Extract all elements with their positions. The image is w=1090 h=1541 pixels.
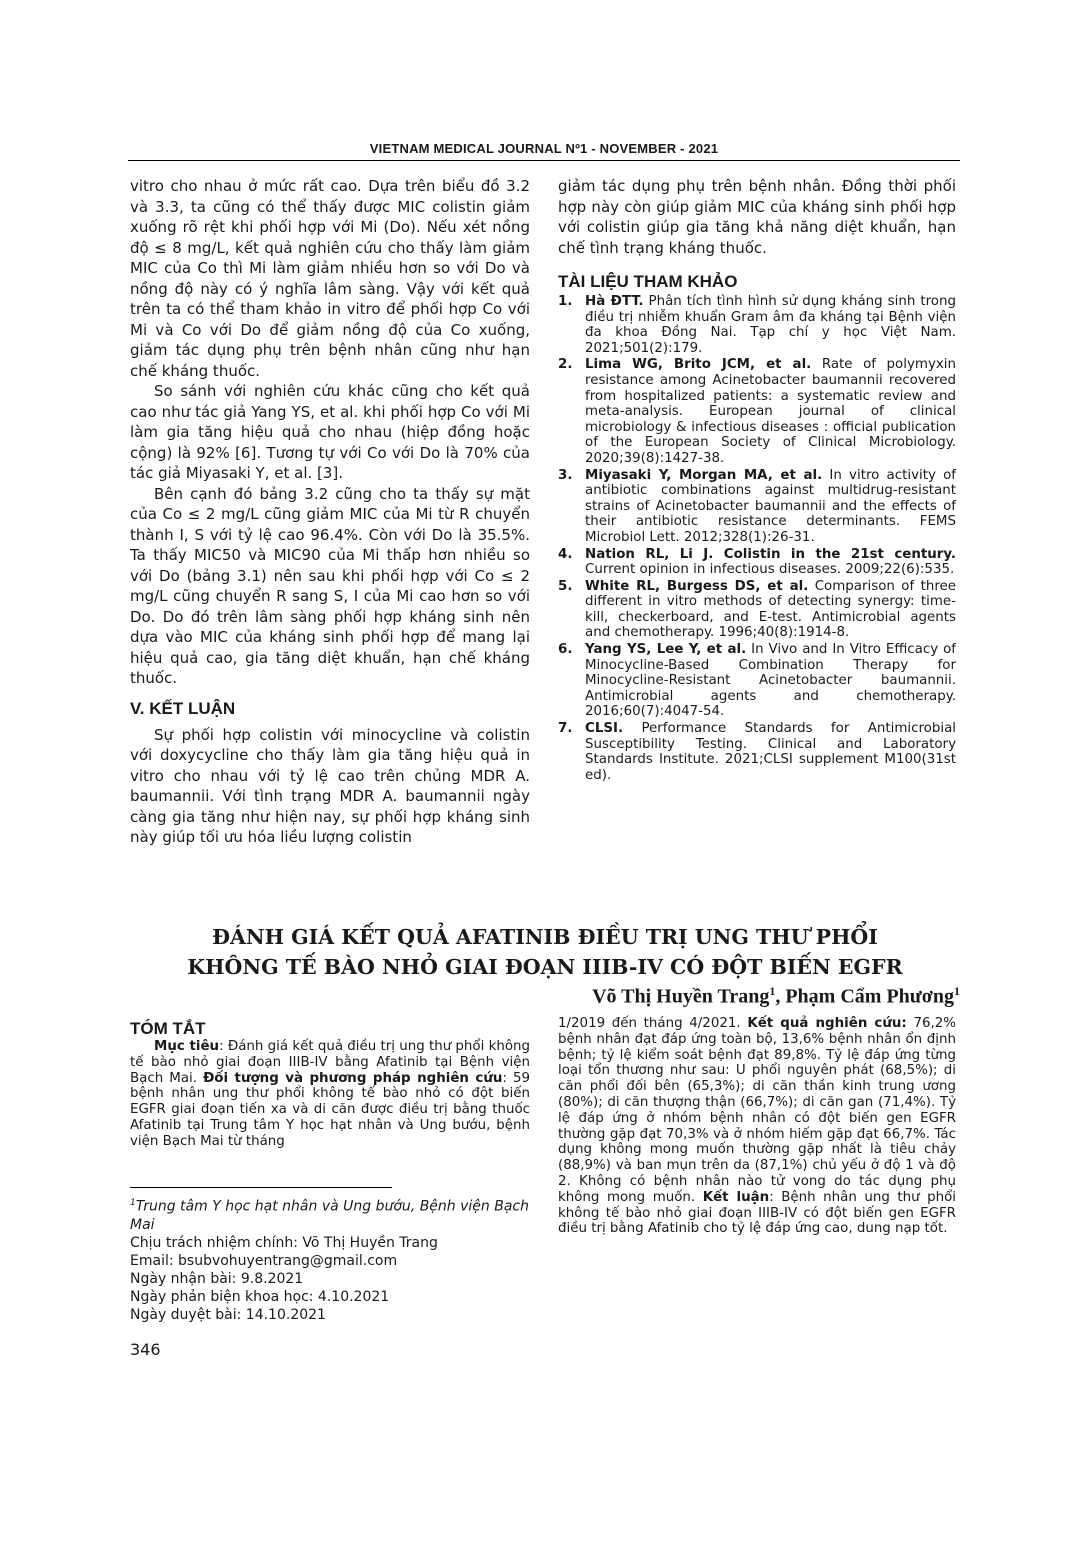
reference-text: In vitro activity of antibiotic combinations against multidrug-resistant strains of Acinetobacter baumannii and the effects of their antibiotic resistance determinants. FEMS Microbiol Lett. 2012;328(1):26-31. bbox=[585, 467, 956, 545]
abstract-right-column bbox=[558, 1016, 956, 1237]
author-affiliation-mark: 1 bbox=[769, 984, 776, 998]
abstract-text: : 59 bệnh nhân ung thư phổi không tế bào nhỏ có đột biến EGFR giai đoạn tiến xa và di căn được điều trị bằng thuốc Afatinib tại Trung tâm Y học hạt nhân và Ung bướu, bệnh viện Bạch Mai từ tháng bbox=[130, 1070, 530, 1149]
reference-text: Comparison of three different in vitro methods of detecting synergy: time-kill, checkerboard, and E-test. Antimicrobial agents and chemotherapy. 1996;40(8):1914-8. bbox=[585, 578, 957, 641]
author-name: Phạm Cẩm Phương bbox=[785, 985, 954, 1008]
reference-text: In Vivo and In Vitro Efficacy of Minocycline-Based Combination Therapy for Minocycline-Resistant Acinetobacter baumannii. Antimicrobial agents and chemotherapy. 2016;60(7):4047-54. bbox=[585, 642, 956, 720]
article-title-line: KHÔNG TẾ BÀO NHỎ GIAI ĐOẠN IIIB-IV CÓ ĐỘT BIẾN EGFR bbox=[187, 955, 903, 979]
abstract-text: 76,2% bệnh nhân đạt đáp ứng toàn bộ, 13,6% bệnh nhân ổn định bệnh; tỷ lệ kiểm soát bệnh đạt 89,8%. Tỷ lệ đáp ứng từng loại tổn thương như sau: U phổi nguyên phát (68,5%); di căn phổi đối bên (65,3%); di căn thần kinh trung ương (80%); di căn thượng thận (66,7%); di căn gan (71,4%). Tỷ lệ đáp ứng ở nhóm bệnh nhân có đột biến gen EGFR thường gặp đạt 70,3% và ở nhóm hiếm gặp đạt 66,7%. Tác dụng không mong muốn thường gặp nhất là tiêu chảy (88,9%) và ban mụn trên da (87,1%) chủ yếu ở độ 1 và độ 2. Không có bệnh nhân nào tử vong do tác dụng phụ không mong muốn. bbox=[558, 1016, 957, 1205]
section-heading-conclusion: V. KẾT LUẬN bbox=[130, 698, 236, 718]
abstract-heading: TÓM TẮT bbox=[130, 1019, 206, 1038]
reference-authors: Lima WG, Brito JCM, et al. bbox=[585, 357, 812, 373]
reference-item bbox=[558, 579, 956, 641]
article-title-line: ĐÁNH GIÁ KẾT QUẢ AFATINIB ĐIỀU TRỊ UNG THƯ PHỔI bbox=[212, 925, 878, 949]
reference-list bbox=[558, 294, 956, 783]
reference-text: Rate of polymyxin resistance among Acinetobacter baumannii recovered from hospitalized patients: a systematic review and meta-analysis. European journal of clinical microbiology & infectious diseases : official publication of the European Society of Clinical Microbiology. 2020;39(8):1427-38. bbox=[585, 357, 956, 466]
footnote-review-date: Ngày phản biện khoa học: 4.10.2021 bbox=[130, 1288, 390, 1305]
continuation-paragraph: giảm tác dụng phụ trên bệnh nhân. Đồng thời phối hợp này còn giúp giảm MIC của kháng sinh phối hợp với colistin giúp gia tăng khả năng diệt khuẩn, hạn chế tình trạng kháng thuốc. bbox=[558, 177, 956, 257]
reference-number: 1. bbox=[558, 294, 573, 309]
page-number: 346 bbox=[130, 1340, 161, 1359]
reference-number: 7. bbox=[558, 721, 573, 737]
reference-item bbox=[558, 468, 956, 546]
reference-authors: Miyasaki Y, Morgan MA, et al. bbox=[585, 467, 823, 483]
abstract-label-results: Kết quả nghiên cứu: bbox=[747, 1016, 907, 1031]
author-name: Võ Thị Huyền Trang bbox=[592, 985, 770, 1008]
footnotes bbox=[130, 1194, 530, 1324]
abstract-paragraph bbox=[130, 1039, 530, 1150]
author-separator: , bbox=[775, 985, 786, 1008]
reference-item bbox=[558, 721, 956, 783]
reference-text: Performance Standards for Antimicrobial Susceptibility Testing. Clinical and Laboratory Standards Institute. 2021;CLSI supplement M100(31st ed). bbox=[585, 721, 956, 783]
footnote-rule bbox=[130, 1187, 392, 1188]
body-paragraph: Bên cạnh đó bảng 3.2 cũng cho ta thấy sự mặt của Co ≤ 2 mg/L cũng giảm MIC của Mi từ R chuyển thành I, S với tỷ lệ cao 96.4%. Còn với Do là 35.5%. Ta thấy MIC50 và MIC90 của Mi thấp hơn nhiều so với Do (bảng 3.1) nên sau khi phối hợp với Co ≤ 2 mg/L cũng chuyển R sang S, I của Mi cao hơn so với Do. Do đó trên lâm sàng phối hợp kháng sinh nên dựa vào MIC của kháng sinh phối hợp để mang lại hiệu quả cao, gia tăng diệt khuẩn, hạn chế kháng thuốc. bbox=[130, 484, 530, 687]
reference-text: Current opinion in infectious diseases. 2009;22(6):535. bbox=[585, 562, 955, 578]
author-affiliation-mark: 1 bbox=[954, 984, 960, 998]
footnote-responsible-author: Chịu trách nhiệm chính: Võ Thị Huyền Trang bbox=[130, 1234, 438, 1251]
body-paragraph: So sánh với nghiên cứu khác cũng cho kết quả cao như tác giả Yang YS, et al. khi phối hợp Co với Mi làm gia tăng hiệu quả cho nhau (hiệp đồng hoặc cộng) là 92% [6]. Tương tự với Co với Do là 70% của tác giả Miyasaki Y, et al. [3]. bbox=[130, 382, 530, 482]
article-authors bbox=[592, 984, 960, 1009]
reference-authors: Hà ĐTT. bbox=[585, 294, 644, 309]
body-paragraph: vitro cho nhau ở mức rất cao. Dựa trên biểu đồ 3.2 và 3.3, ta cũng có thể thấy được MIC colistin giảm xuống rõ rệt khi phối hợp với Mi (Do). Nếu xét nồng độ ≤ 8 mg/L, kết quả nghiên cứu cho thấy làm giảm MIC của Co thì Mi làm giảm nhiều hơn so với Do và nồng độ này có ý nghĩa lâm sàng. Vậy với kết quả trên ta có thể tham khảo in vitro để phối hợp Co với Mi và Co với Do để giảm nồng độ của Co xuống, giảm tác dụng phụ trên bệnh nhân cũng như hạn chế kháng thuốc. bbox=[130, 177, 530, 380]
reference-item bbox=[558, 642, 956, 720]
footnote-email: Email: bsubvohuyentrang@gmail.com bbox=[130, 1252, 398, 1269]
reference-number: 5. bbox=[558, 578, 573, 594]
running-header: VIETNAM MEDICAL JOURNAL Nº1 - NOVEMBER - 2021 bbox=[369, 141, 719, 156]
right-column bbox=[558, 176, 956, 784]
reference-authors: White RL, Burgess DS, et al. bbox=[585, 578, 809, 594]
article-title bbox=[130, 922, 960, 982]
reference-text: Phân tích tình hình sử dụng kháng sinh trong điều trị nhiễm khuẩn Gram âm đa kháng tại Bệnh viện đa khoa Đồng Nai. Tạp chí y học Việt Nam. 2021;501(2):179. bbox=[585, 294, 956, 356]
left-column bbox=[130, 176, 530, 848]
reference-item bbox=[558, 294, 956, 356]
abstract-text: : Bệnh nhân ung thư phổi không tế bào nhỏ giai đoạn IIIB-IV có đột biến gen EGFR điều trị bằng Afatinib cho tỷ lệ đáp ứng cao, dung nạp tốt. bbox=[558, 1189, 956, 1237]
abstract-label-methods: Đối tượng và phương pháp nghiên cứu bbox=[203, 1070, 503, 1086]
abstract-text: : Đánh giá kết quả điều trị ung thư phổi không tế bào nhỏ giai đoạn IIIB-IV bằng Afatinib tại Bệnh viện Bạch Mai. bbox=[130, 1039, 531, 1086]
conclusion-paragraph: Sự phối hợp colistin với minocycline và colistin với doxycycline cho thấy làm gia tăng hiệu quả in vitro cho nhau với tỷ lệ cao trên chủng MDR A. baumannii. Với tình trạng MDR A. baumannii ngày càng gia tăng như hiện nay, sự phối hợp kháng sinh này giúp tối ưu hóa liều lượng colistin bbox=[130, 725, 530, 846]
reference-authors: Yang YS, Lee Y, et al. bbox=[585, 642, 747, 658]
reference-number: 2. bbox=[558, 357, 573, 373]
affiliation-mark: 1 bbox=[130, 1198, 136, 1208]
reference-authors: Nation RL, Li J. Colistin in the 21st century. bbox=[585, 546, 956, 562]
abstract-text: 1/2019 đến tháng 4/2021. bbox=[558, 1016, 748, 1031]
abstract-left-column bbox=[130, 1039, 530, 1150]
header-rule bbox=[128, 160, 960, 161]
abstract-label-objective: Mục tiêu bbox=[154, 1039, 220, 1054]
abstract-paragraph bbox=[558, 1016, 956, 1237]
footnote-affiliation bbox=[130, 1194, 530, 1234]
reference-number: 6. bbox=[558, 642, 573, 658]
footnote-approved-date: Ngày duyệt bài: 14.10.2021 bbox=[130, 1306, 326, 1323]
footnote-received-date: Ngày nhận bài: 9.8.2021 bbox=[130, 1270, 304, 1287]
reference-item bbox=[558, 547, 956, 578]
reference-number: 3. bbox=[558, 467, 573, 483]
abstract-label-conclusion: Kết luận bbox=[702, 1189, 770, 1205]
reference-authors: CLSI. bbox=[585, 721, 624, 737]
affiliation-text: Trung tâm Y học hạt nhân và Ung bướu, Bệnh viện Bạch Mai bbox=[130, 1198, 529, 1233]
reference-number: 4. bbox=[558, 546, 573, 562]
references-heading: TÀI LIỆU THAM KHẢO bbox=[558, 272, 738, 291]
reference-item bbox=[558, 357, 956, 466]
